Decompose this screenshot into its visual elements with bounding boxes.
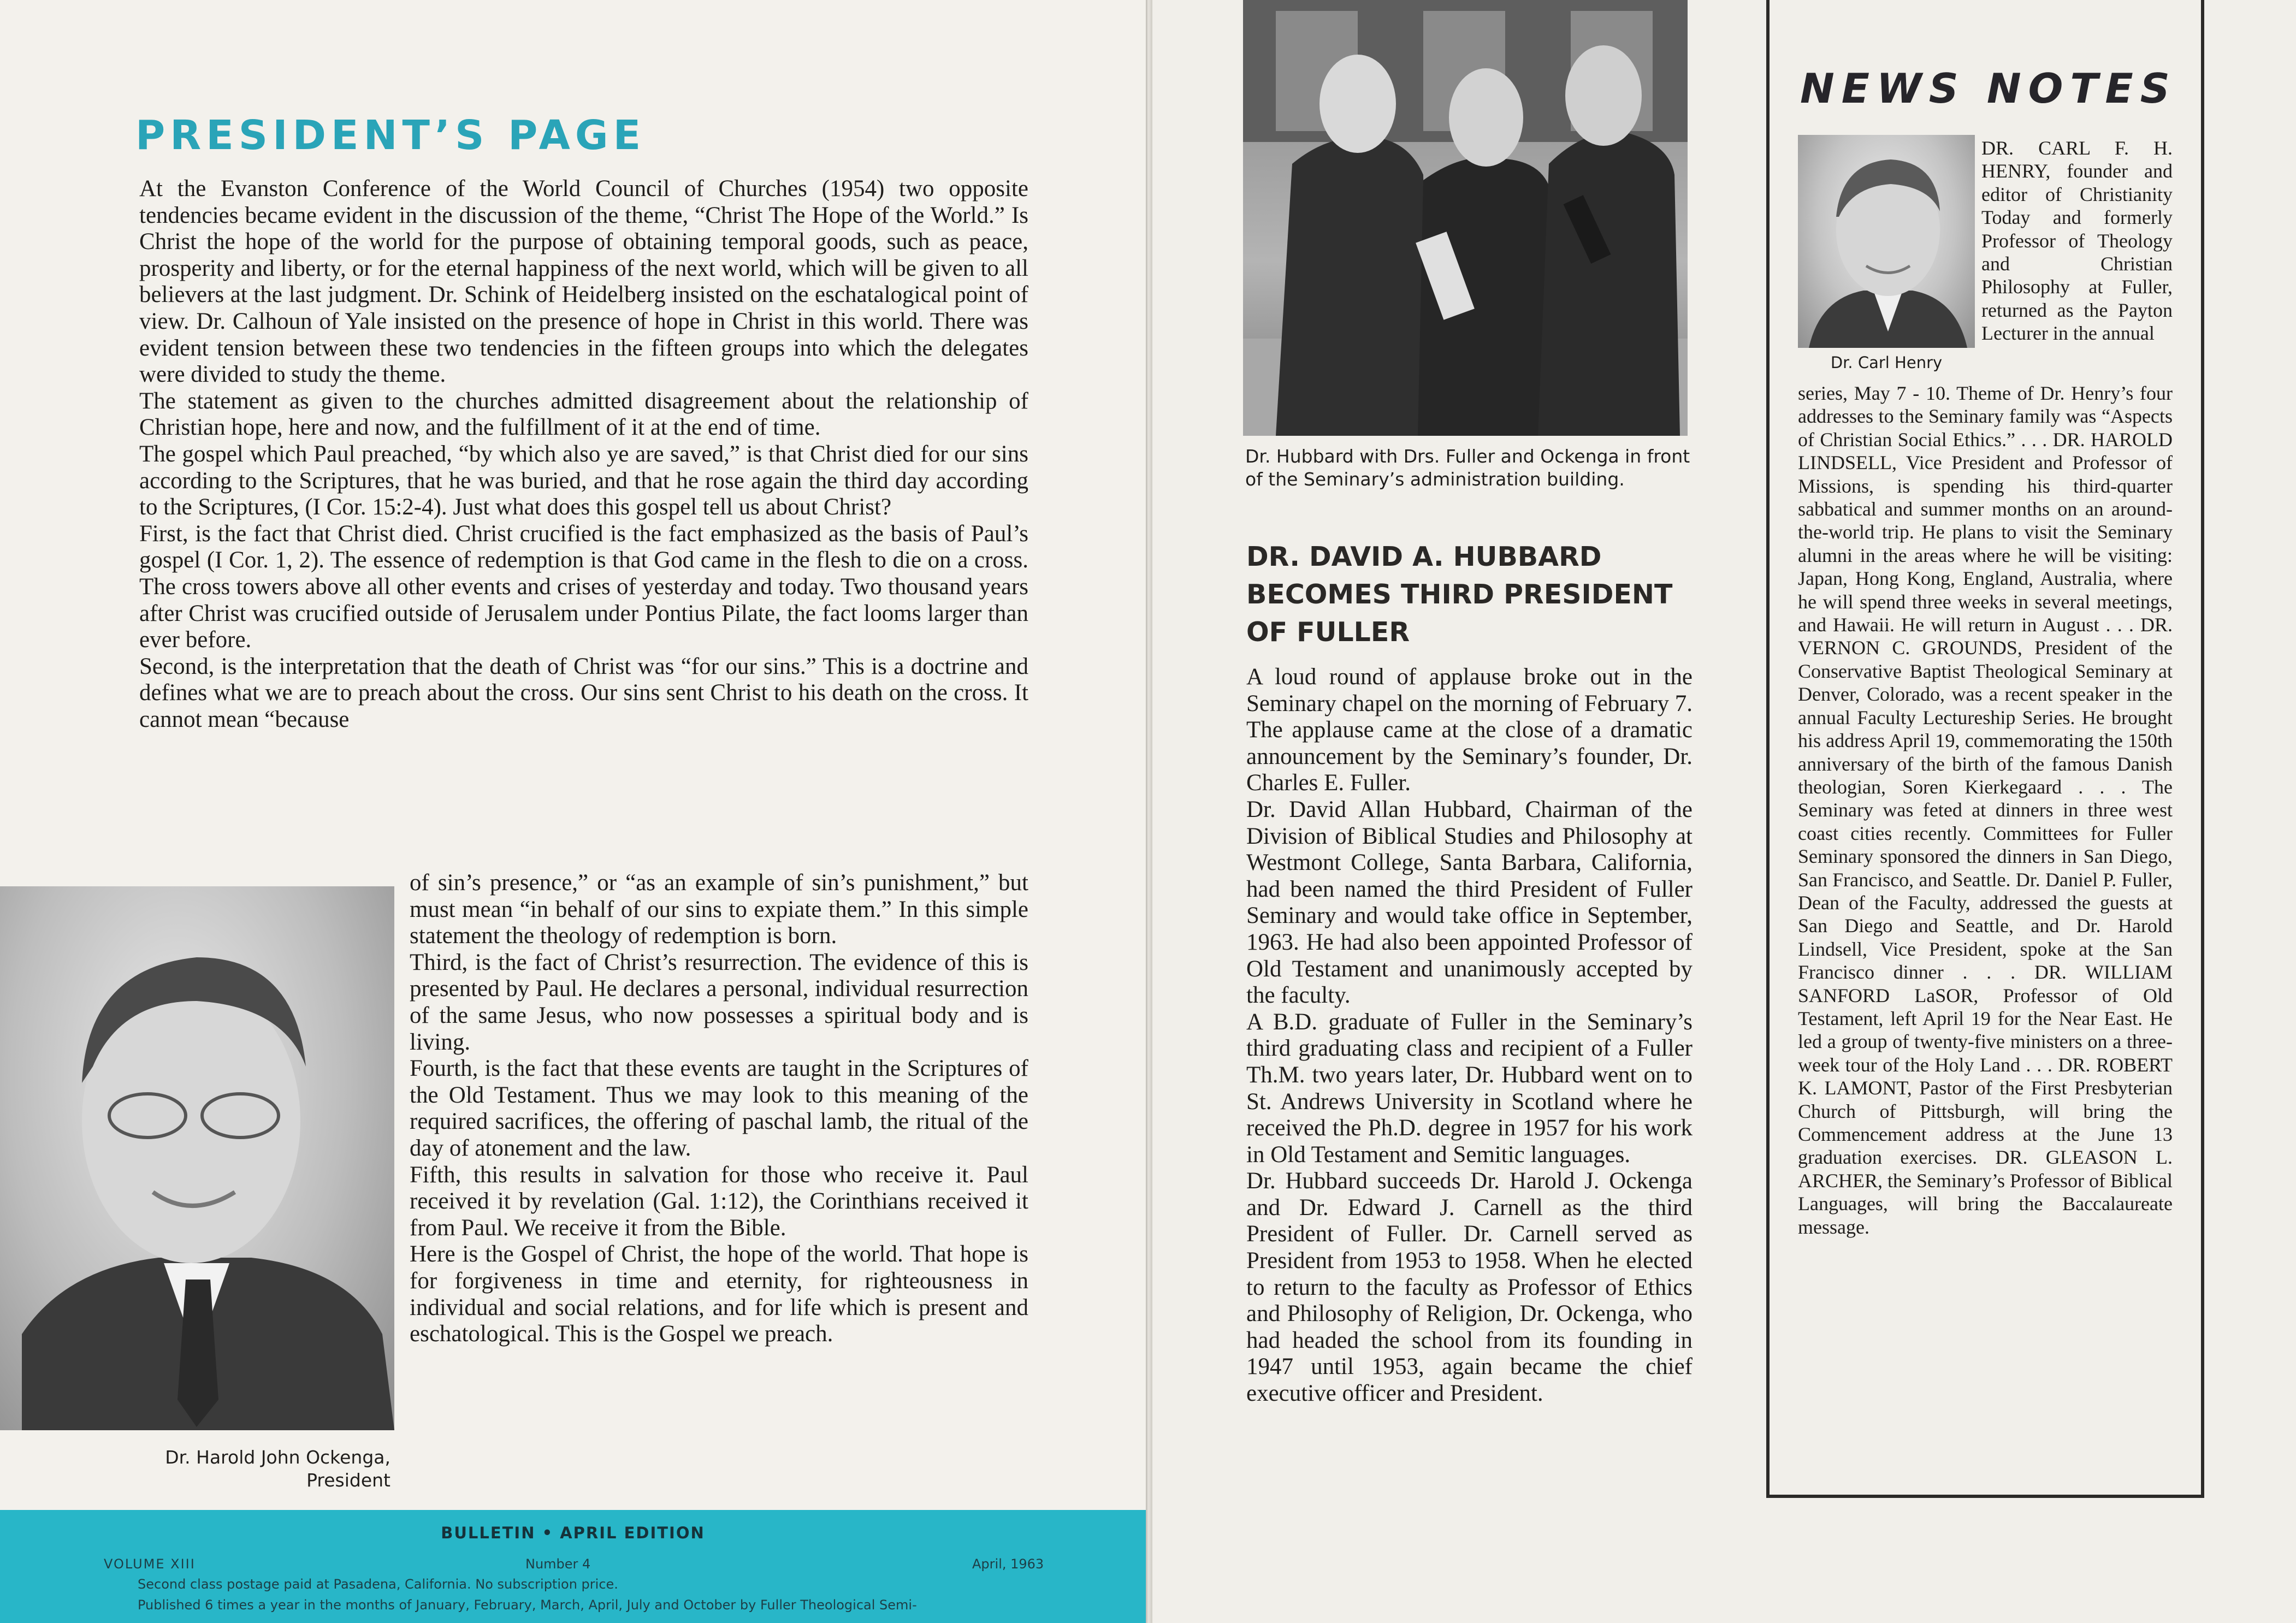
paragraph: Here is the Gospel of Christ, the hope of the world. That hope is for forgiveness in time and eternity, for righteousness in individual and social relations, and for life which is present and eschatological. This is the Gospel we preach.	[410, 1241, 1028, 1347]
article-headline	[1246, 538, 1694, 651]
paragraph: Second, is the interpretation that the death of Christ was “for our sins.” This is a doctrine and defines what we are to preach about the cross. Our sins sent Christ to his death on the cross. It cannot mean “because	[139, 653, 1028, 732]
caption-line: Dr. Harold John Ockenga,	[165, 1447, 390, 1468]
volume-label: VOLUME XIII	[104, 1556, 196, 1572]
ockenga-portrait-photo	[0, 886, 394, 1430]
news-notes-box	[1766, 0, 2204, 1498]
headline-line: OF FULLER	[1246, 617, 1410, 648]
group-photo-illustration	[1243, 0, 1688, 436]
news-notes-text-top	[1981, 137, 2173, 345]
news-notes-title: NEWS NOTES	[1800, 64, 2177, 112]
paragraph: At the Evanston Conference of the World Council of Churches (1954) two opposite tendencies became evident in the discussion of the theme, “Christ The Hope of the World.” Is Christ the hope of the world for the purpose of obtaining temporal goods, such as peace, prosperity and liberty, or for the eternal happiness of the next world, which will be given to all believers at the last judgment. Dr. Schink of Heidelberg insisted on the eschatalogical point of view. Dr. Calhoun of Yale insisted on the presence of hope in Christ in this world. There was evident tension between these two tendencies in the fifteen groups into which the delegates were divided to study the theme.	[139, 176, 1028, 388]
paragraph: Third, is the fact of Christ’s resurrection. The evidence of this is presented by Paul. He declares a personal, individual resurrection of the same Jesus, who now possesses a spiritual body and is living.	[410, 949, 1028, 1055]
right-page	[1152, 0, 2296, 1623]
page-gutter	[1146, 0, 1152, 1623]
president-article-top	[139, 176, 1028, 733]
page-title: PRESIDENT’S PAGE	[135, 112, 646, 159]
henry-portrait-photo	[1798, 135, 1975, 348]
paragraph: Fourth, is the fact that these events are taught in the Scriptures of the Old Testament. Thus we may look to this meaning of the required sacrifices, the offering of paschal lamb, the ritual of the day of atonement and the law.	[410, 1056, 1028, 1161]
paragraph: The gospel which Paul preached, “by which also ye are saved,” is that Christ died for our sins according to the Scriptures, that he was buried, and that he rose again the third day according to the Scriptures, (I Cor. 15:2-4). Just what does this gospel tell us about Christ?	[139, 441, 1028, 520]
paragraph: A B.D. graduate of Fuller in the Seminary’s third graduating class and recipient of a Fuller Th.M. two years later, Dr. Hubbard went on to St. Andrews University in Scotland where he received the Ph.D. degree in 1957 for his work in Old Testament and Semitic languages.	[1246, 1009, 1693, 1168]
paragraph: Dr. Hubbard succeeds Dr. Harold J. Ockenga and Dr. Edward J. Carnell as the third President of Fuller. Dr. Carnell served as President from 1953 to 1958. When he elected to return to the faculty as Professor of Ethics and Philosophy of Religion, Dr. Ockenga, who had headed the school from its founding in 1947 until 1953, again became the chief executive officer and President.	[1246, 1168, 1693, 1407]
paragraph: of sin’s presence,” or “as an example of sin’s punishment,” but must mean “in behalf of our sins to expiate them.” In this simple statement the theology of redemption is born.	[410, 870, 1028, 949]
henry-photo-caption: Dr. Carl Henry	[1830, 353, 1943, 372]
news-notes-text-bottom	[1798, 382, 2173, 1239]
paragraph: A loud round of applause broke out in the Seminary chapel on the morning of February 7. The applause came at the close of a dramatic announcement by the Seminary’s founder, Dr. Charles E. Fuller.	[1246, 664, 1693, 796]
henry-portrait-illustration	[1798, 135, 1975, 348]
hubbard-group-photo	[1243, 0, 1688, 436]
paragraph: Dr. David Allan Hubbard, Chairman of the Division of Biblical Studies and Philosophy at Westmont College, Santa Barbara, California, had been named the third President of Fuller Seminary and would take office in September, 1963. He had also been appointed Professor of Old Testament and unanimously accepted by the faculty.	[1246, 796, 1693, 1009]
headline-line: BECOMES THIRD PRESIDENT	[1246, 579, 1673, 610]
ockenga-photo-caption	[71, 1446, 390, 1492]
left-page	[0, 0, 1146, 1623]
bulletin-title: BULLETIN • APRIL EDITION	[441, 1524, 705, 1542]
hubbard-photo-caption: Dr. Hubbard with Drs. Fuller and Ockenga in front of the Seminary’s administration building.	[1245, 446, 1690, 490]
headline-line: DR. DAVID A. HUBBARD	[1246, 541, 1602, 572]
publication-notice: Published 6 times a year in the months of January, February, March, April, July and October by Fuller Theological Semi-	[138, 1597, 917, 1613]
issue-number: Number 4	[525, 1556, 591, 1572]
paragraph: series, May 7 - 10. Theme of Dr. Henry’s four addresses to the Seminary family was “Aspects of Christian Social Ethics.” . . . DR. HAROLD LINDSELL, Vice President and Professor of Missions, is spending his third-quarter sabbatical and summer months on an around-the-world trip. He plans to visit the Seminary alumni in the areas where he will be visiting: Japan, Hong Kong, England, Australia, where he will spend three weeks in several meetings, and Hawaii. He will return in August . . . DR. VERNON C. GROUNDS, President of the Conservative Baptist Theological Seminary at Denver, Colorado, was a recent speaker in the annual Faculty Lectureship Series. He brought his address April 19, commemorating the 150th anniversary of the birth of the famous Danish theologian, Soren Kierkegaard . . . The Seminary was feted at dinners in three west coast cities recently. Committees for Fuller Seminary sponsored the dinners in San Diego, San Francisco, and Seattle. Dr. Daniel P. Fuller, Dean of the Faculty, addressed the guests at San Diego and Seattle, and Dr. Harold Lindsell, Vice President, spoke at the San Francisco dinner . . . DR. WILLIAM SANFORD LaSOR, Professor of Old Testament, left April 19 for the Near East. He led a group of twenty-five ministers on a three-week tour of the Holy Land . . . DR. ROBERT K. LAMONT, Pastor of the First Presbyterian Church of Pittsburgh, will bring the Commencement address at the June 13 graduation exercises. DR. GLEASON L. ARCHER, the Seminary’s Professor of Biblical Languages, will bring the Baccalaureate message.	[1798, 382, 2173, 1238]
president-article-bottom	[410, 870, 1028, 1348]
issue-date: April, 1963	[972, 1556, 1044, 1572]
paragraph: DR. CARL F. H. HENRY, founder and editor of Christianity Today and formerly Professor of Theology and Christian Philosophy at Fuller, returned as the Payton Lecturer in the annual	[1981, 137, 2173, 345]
postage-notice: Second class postage paid at Pasadena, California. No subscription price.	[138, 1577, 618, 1592]
paragraph: First, is the fact that Christ died. Christ crucified is the fact emphasized as the basis of Paul’s gospel (I Cor. 1, 2). The essence of redemption is that God came in the flesh to die on a cross. The cross towers above all other events and crises of yesterday and today. Two thousand years after Christ was crucified outside of Jerusalem under Pontius Pilate, the fact looms larger than ever before.	[139, 520, 1028, 653]
portrait-illustration	[0, 886, 394, 1430]
bulletin-footer-bar	[0, 1510, 1146, 1623]
paragraph: Fifth, this results in salvation for those who receive it. Paul received it by revelation (Gal. 1:12), the Corinthians received it from Paul. We receive it from the Bible.	[410, 1162, 1028, 1241]
paragraph: The statement as given to the churches admitted disagreement about the relationship of Christian hope, here and now, and the fulfillment of it at the end of time.	[139, 388, 1028, 441]
hubbard-article	[1246, 664, 1693, 1407]
caption-line: President	[306, 1470, 390, 1491]
